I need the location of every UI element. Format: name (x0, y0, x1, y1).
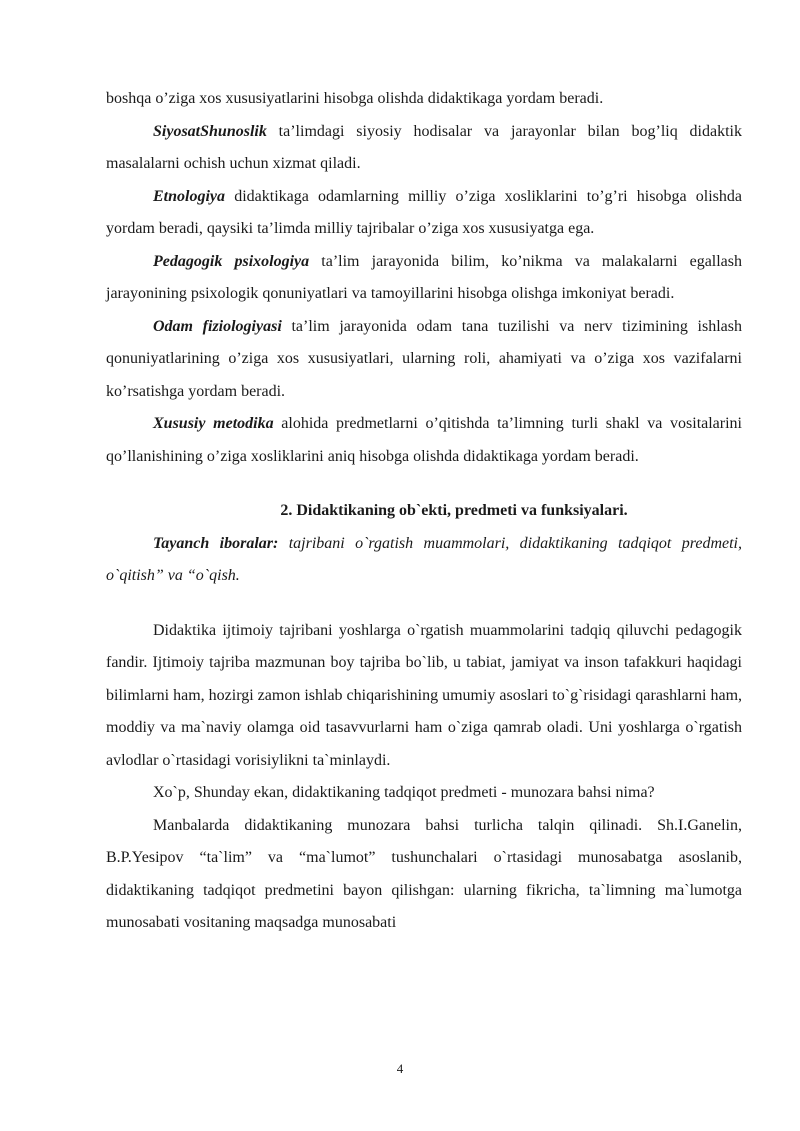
term-human-physiology: Odam fiziologiyasi (153, 317, 282, 335)
paragraph-text: ta’limdagi siyosiy hodisalar va jarayonlar bilan bog’liq didaktik masalalarni ochish uchun xizmat qiladi. (106, 122, 742, 172)
page-number: 4 (396, 1061, 404, 1076)
keywords-text: tajribani o`rgatish muammolari, didaktikaning tadqiqot predmeti, o`qitish” va “o`qish. (106, 534, 742, 584)
keywords-paragraph (106, 528, 742, 593)
body-paragraph-1: Didaktika ijtimoiy tajribani yoshlarga o`rgatish muammolarini tadqiq qiluvchi pedagogik fandir. Ijtimoiy tajriba mazmunan boy tajriba bo`lib, u tabiat, jamiyat va inson tafakkuri haqidagi bilimlarni ham, hozirgi zamon ishlab chiqarishining umumiy asoslari to`g`risidagi qarashlarni ham, moddiy va ma`naviy olamga oid tasavvurlarni ham o`ziga qamrab oladi. Uni yoshlarga o`rgatish avlodlar o`rtasidagi vorisiylikni ta`minlaydi. (106, 621, 743, 769)
paragraph-text: ta’lim jarayonida odam tana tuzilishi va nerv tizimining ishlash qonuniyatlarining o’ziga xos xususiyatlari, ularning roli, ahamiyati va o’ziga xos vazifalarni ko’rsatishga yordam beradi. (106, 317, 743, 400)
term-political-science: SiyosatShunoslik (153, 122, 267, 140)
paragraph-political-science (106, 116, 742, 181)
document-page (106, 83, 742, 940)
term-ethnology: Etnologiya (153, 187, 226, 205)
paragraph-continuation: boshqa o’ziga xos xususiyatlarini hisobga olishda didaktikaga yordam beradi. (106, 90, 604, 107)
paragraph-text: ta’lim jarayonida bilim, ko’nikma va malakalarni egallash jarayonining psixologik qonuniyatlari va tamoyillarini hisobga olishga imkoniyat beradi. (106, 252, 743, 302)
paragraph-human-physiology (106, 311, 742, 409)
paragraph-text: alohida predmetlarni o’qitishda ta’limning turli shakl va vositalarini qo’llanishining o’ziga xosliklarini aniq hisobga olishda didaktikaga yordam beradi. (106, 415, 743, 465)
paragraph-ethnology (106, 181, 742, 246)
paragraph-text: didaktikaga odamlarning milliy o’ziga xosliklarini to’g’ri hisobga olishda yordam beradi, qaysiki ta’limda milliy tajribalar o’ziga xos xususiyatga ega. (106, 187, 742, 237)
term-special-methodology: Xususiy metodika (153, 415, 274, 432)
keywords-label: Tayanch iboralar: (153, 534, 279, 552)
section-heading: 2. Didaktikaning ob`ekti, predmeti va funksiyalari. (280, 502, 628, 519)
body-paragraph-2: Xo`p, Shunday ekan, didaktikaning tadqiqot predmeti - munozara bahsi nima? (153, 784, 655, 801)
body-paragraph-3: Manbalarda didaktikaning munozara bahsi turlicha talqin qilinadi. Sh.I.Ganelin, B.P.Yesipov “ta`lim” va “ma`lumot” tushunchalari o`rtasidagi munosabatga asoslanib, didaktikaning tadqiqot predmetini bayon qilishgan: ularning fikricha, ta`limning ma`lumotga munosabati vositaning maqsadga munosabati (106, 816, 742, 931)
paragraph-pedagogical-psychology (106, 246, 742, 311)
term-pedagogical-psychology: Pedagogik psixologiya (153, 252, 310, 270)
paragraph-special-methodology (106, 408, 742, 473)
